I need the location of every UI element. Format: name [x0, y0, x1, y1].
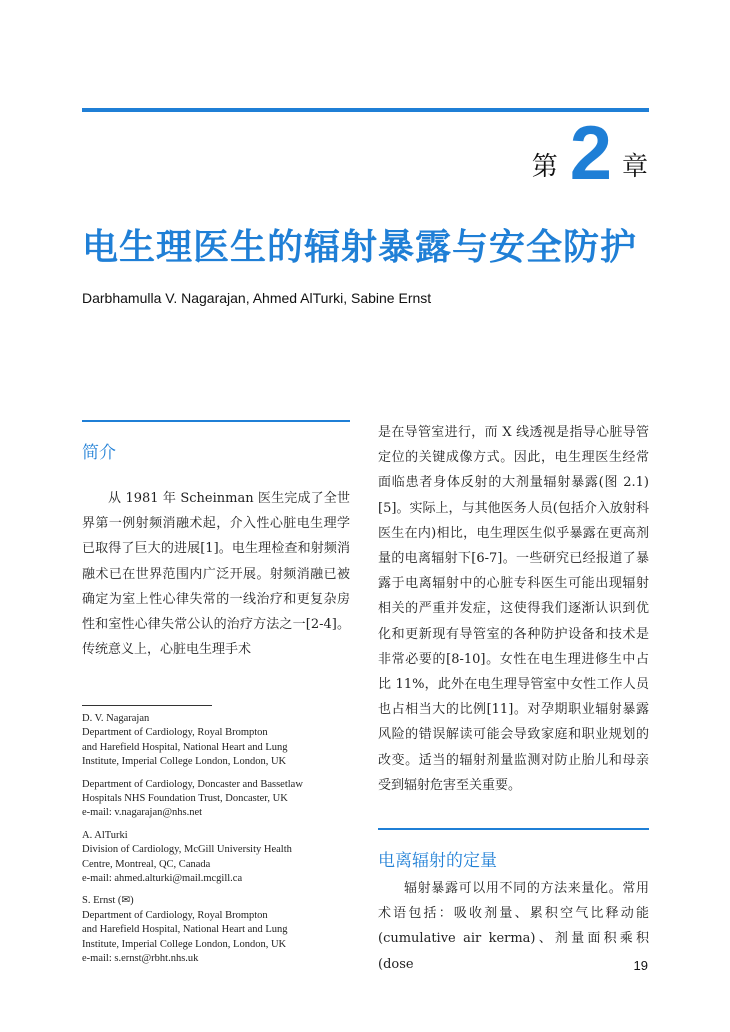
affiliation-line: Institute, Imperial College London, London, UK [82, 938, 287, 950]
chapter-title: 电生理医生的辐射暴露与安全防护 [82, 227, 638, 268]
email-line: e-mail: v.nagarajan@nhs.net [82, 807, 203, 819]
affiliation-line: A. AlTurki [82, 829, 128, 841]
body-paragraph: 是在导管室进行，而 X 线透视是指导心脏导管定位的关键成像方式。因此，电生理医生经常面临患者身体反射的大剂量辐射暴露(图 2.1)[5]。实际上，与其他医务人员(包括介入放射科医生在内)相比，电生理医生似乎暴露在更高剂量的电离辐射下[6-7]。一些研究已经报道了暴露于电离辐射中的心脏专科医生可能出现辐射相关的严重并发症，这使得我们逐渐认识到优化和更新现有导管室的各种防护设备和技术是非常必要的[8-10]。女性在电生理进修生中占比 11%，此外在电生理导管室中女性工作人员也占相当大的比例[11]。对孕期职业辐射暴露风险的错误解读可能会导致家庭和职业规划的改变。适当的辐射剂量监测对防止胎儿和母亲受到辐射危害至关重要。 [378, 425, 649, 793]
author-list: Darbhamulla V. Nagarajan, Ahmed AlTurki, Sabine Ernst [82, 290, 432, 306]
intro-heading: 简介 [82, 420, 350, 470]
affiliation-block [82, 778, 350, 821]
chapter-suffix: 章 [621, 152, 648, 182]
affiliation-line: Department of Cardiology, Doncaster and Bassetlaw [82, 778, 303, 790]
page-number: 19 [633, 958, 648, 973]
affiliation-line: Department of Cardiology, Royal Brompton [82, 909, 268, 921]
affiliation-line: Institute, Imperial College London, London, UK [82, 756, 287, 768]
intro-paragraph: 从 1981 年 Scheinman 医生完成了全世界第一例射频消融术起，介入性心脏电生理学已取得了巨大的进展[1]。电生理检查和射频消融术已在世界范围内广泛开展。射频消融已被确定为室上性心律失常的一线治疗和更复杂房性和室性心律失常公认的治疗方法之一[2-4]。传统意义上，心脏电生理手术 [82, 491, 350, 658]
chapter-number: 2 [569, 111, 612, 196]
affiliation-block [82, 712, 350, 770]
quantification-heading: 电离辐射的定量 [378, 828, 649, 878]
chapter-prefix: 第 [531, 152, 558, 182]
chapter-label [531, 111, 648, 196]
affiliation-line: D. V. Nagarajan [82, 713, 150, 724]
email-line: e-mail: s.ernst@rbht.nhs.uk [82, 953, 199, 965]
affiliation-block [82, 894, 350, 966]
email-line: e-mail: ahmed.alturki@mail.mcgill.ca [82, 873, 243, 885]
affiliation-line: Division of Cardiology, McGill University Health [82, 844, 292, 856]
affiliation-line: S. Ernst (✉) [82, 895, 134, 907]
quantification-section [378, 828, 649, 878]
affiliation-line: Hospitals NHS Foundation Trust, Doncaster, UK [82, 793, 288, 805]
body-paragraph: 辐射暴露可以用不同的方法来量化。常用术语包括：吸收剂量、累积空气比释动能(cumulative air kerma)、剂量面积乘积(dose [378, 881, 649, 972]
affiliation-line: Department of Cardiology, Royal Brompton [82, 727, 268, 739]
author-affiliations [82, 705, 350, 975]
affiliation-line: Centre, Montreal, QC, Canada [82, 858, 211, 870]
affiliation-line: and Harefield Hospital, National Heart and Lung [82, 741, 288, 753]
affiliation-line: and Harefield Hospital, National Heart and Lung [82, 924, 288, 936]
affiliation-block [82, 829, 350, 887]
intro-section [82, 420, 350, 470]
footnote-rule [82, 705, 212, 706]
